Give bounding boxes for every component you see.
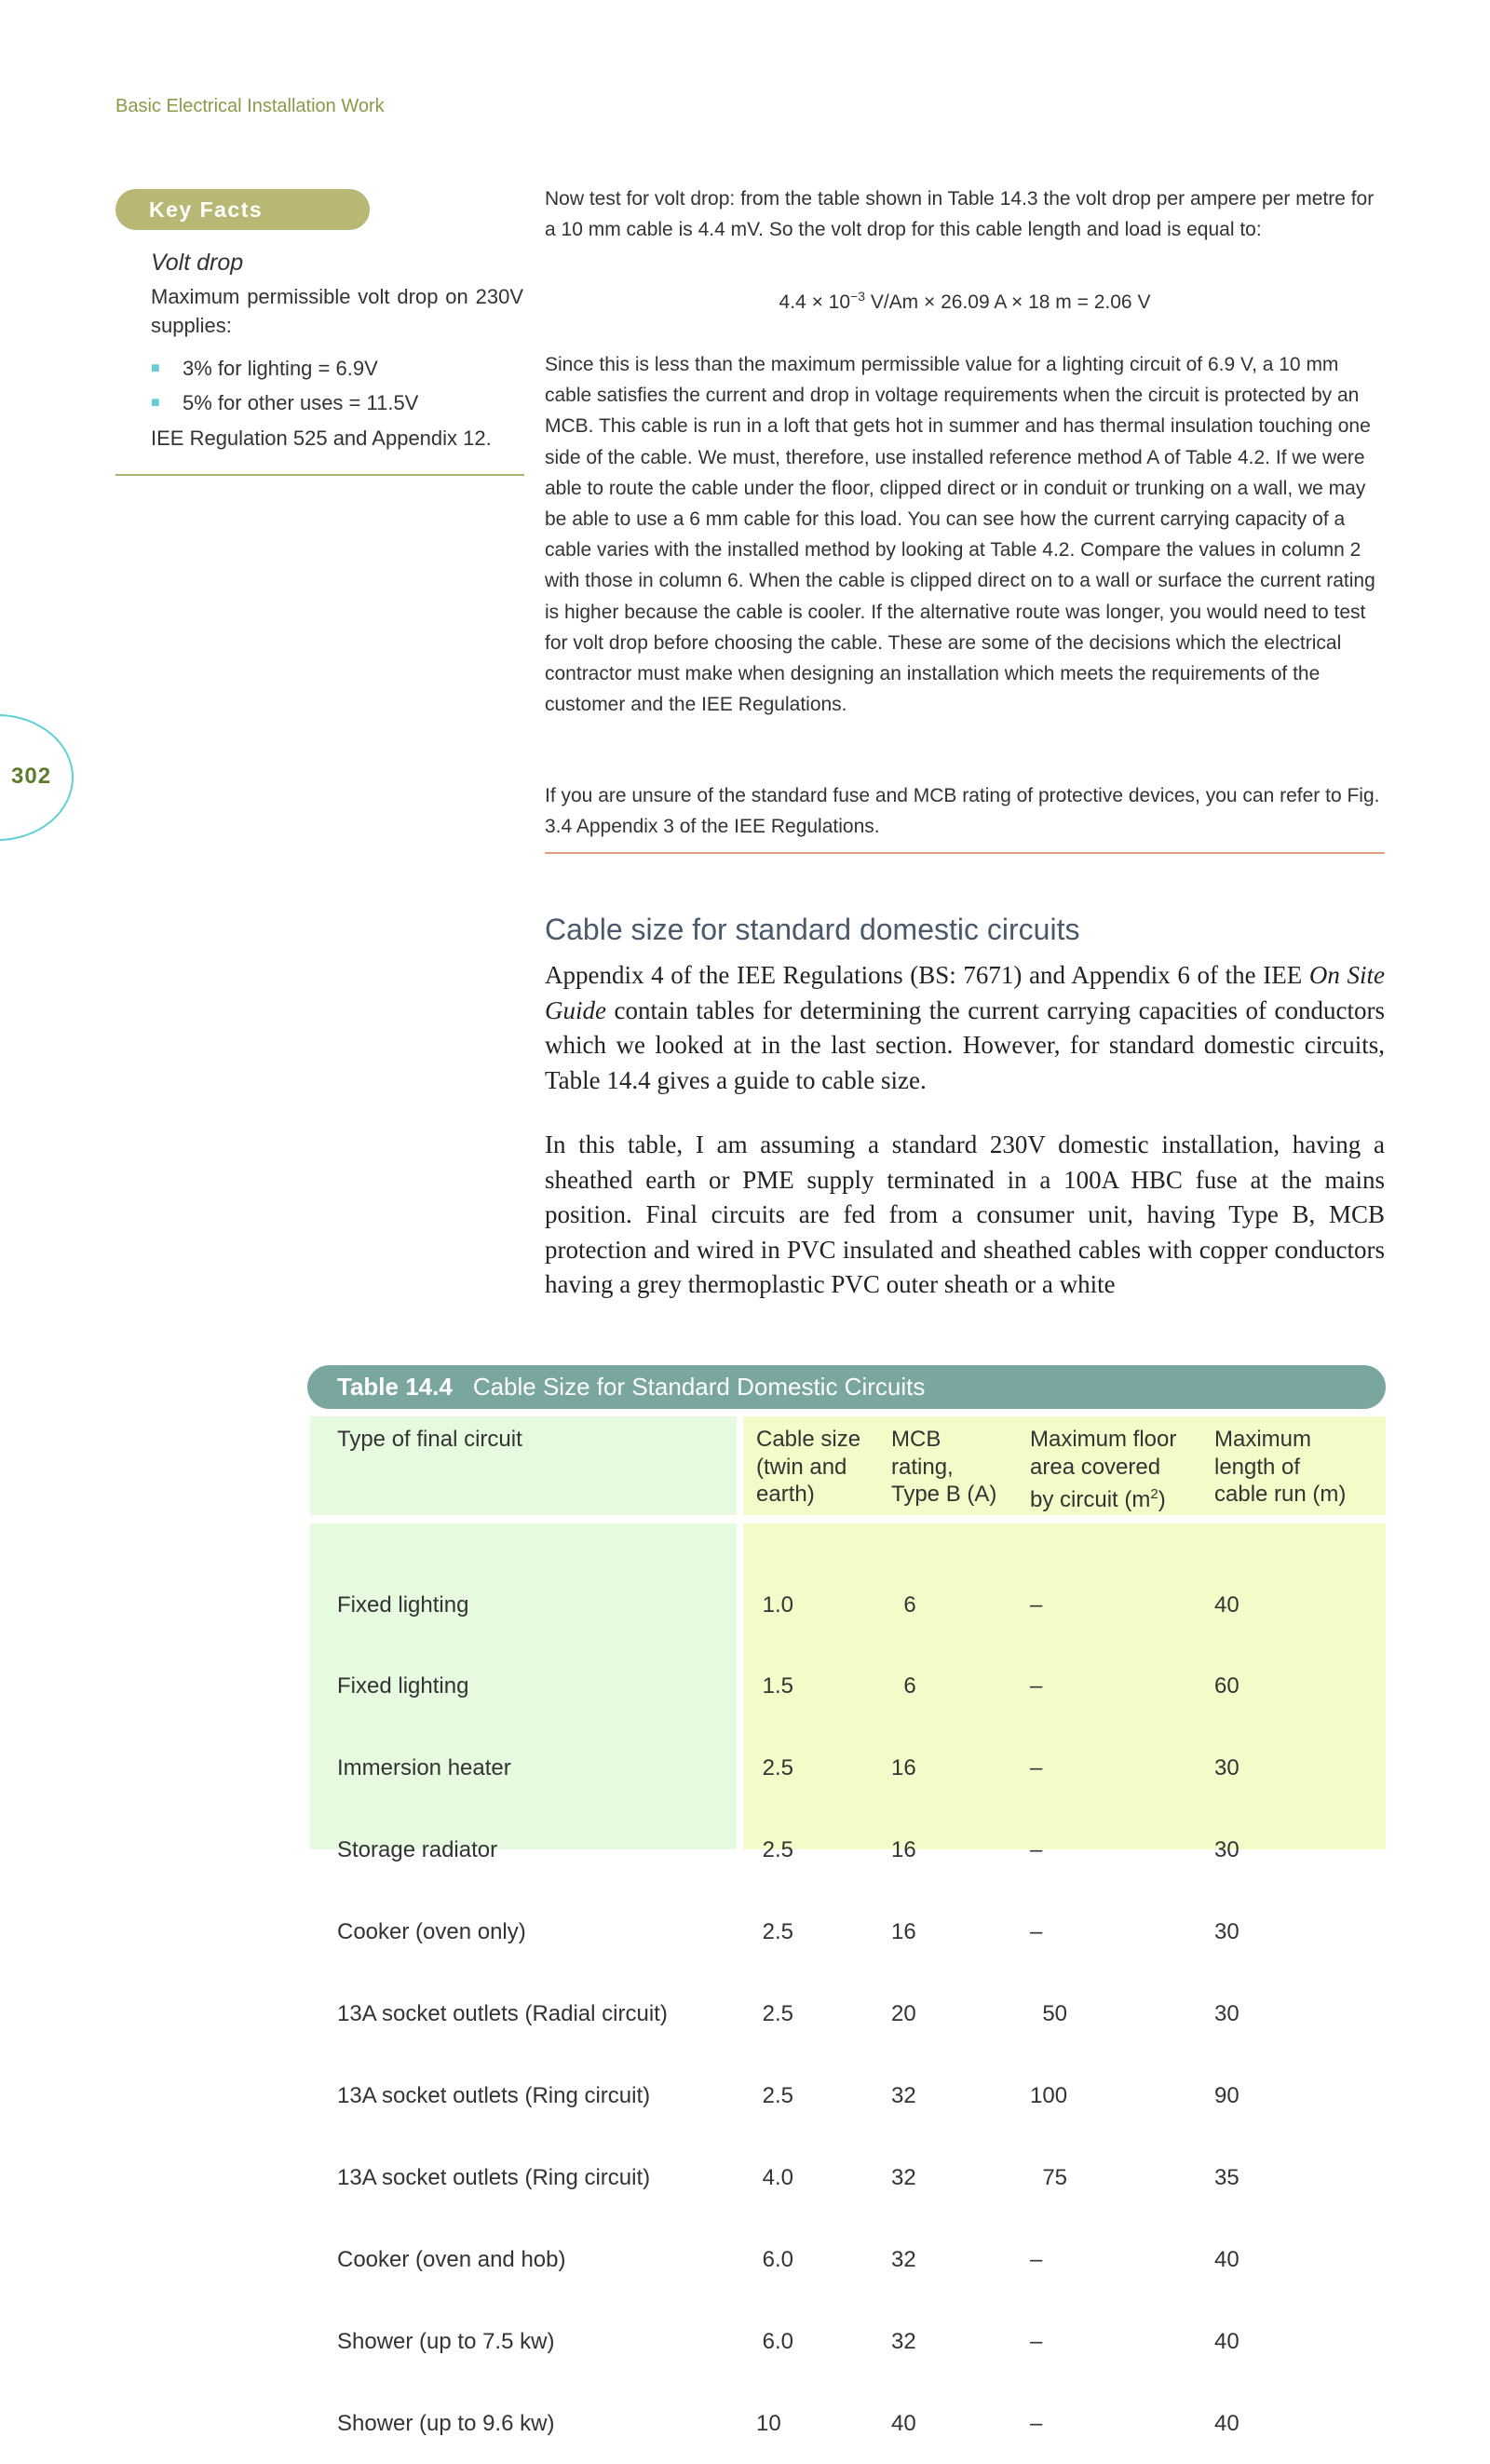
table-cell: 16 (891, 1755, 916, 1781)
paragraph: In this table, I am assuming a standard 230V domestic installation, having a sheathed earth or PME supply terminated in a 100A HBC fuse at the mains position. Final circuits are fed from a consumer unit, having Type B, MCB protection and wired in PVC insulated and sheathed cables with copper conductors having a grey thermoplastic PVC outer sheath or a white (545, 1130, 1385, 1298)
column-circuit (337, 1537, 668, 2464)
table-caption-bar (307, 1365, 1386, 1409)
table-cell: Immersion heater (337, 1755, 511, 1781)
table-cell: 35 (1214, 2164, 1239, 2190)
table-cell: 30 (1214, 2001, 1239, 2027)
header-line: cable run (m) (1214, 1482, 1347, 1507)
key-facts-intro: Maximum permissible volt drop on 230V supplies: (151, 285, 523, 337)
table-cell: 16 (891, 1837, 916, 1863)
table-cell: – (1030, 2246, 1043, 2272)
table-cell: 40 (1214, 1591, 1239, 1618)
header-line: MCB (891, 1427, 941, 1452)
table-cell: 6.0 (756, 2328, 794, 2354)
table-cell: 2.5 (756, 1919, 794, 1945)
table-cell: 2.5 (756, 2082, 794, 2108)
table-cell: 1.5 (756, 1673, 794, 1699)
text-run: Appendix 4 of the IEE Regulations (BS: 7671) and Appendix 6 of the IEE (545, 961, 1309, 989)
header-text: by circuit (m (1030, 1487, 1151, 1512)
key-facts-box (151, 250, 523, 453)
table-cell: 13A socket outlets (Ring circuit) (337, 2164, 651, 2190)
para-cable-satisfies (545, 349, 1385, 720)
table-cell: 13A socket outlets (Ring circuit) (337, 2082, 651, 2108)
table-cell: Fixed lighting (337, 1673, 469, 1699)
table-cell: Storage radiator (337, 1837, 498, 1863)
key-facts-bullet (151, 351, 523, 386)
table-cell: 4.0 (756, 2164, 794, 2190)
header-line: (twin and (756, 1454, 847, 1480)
header-circuit: Type of final circuit (337, 1427, 522, 1452)
key-facts-bullets (151, 351, 523, 420)
table-cell: Cooker (oven only) (337, 1919, 526, 1945)
table-cell: 30 (1214, 1837, 1239, 1863)
table-cell: Fixed lighting (337, 1591, 469, 1618)
section-divider (545, 852, 1385, 854)
running-head: Basic Electrical Installation Work (115, 96, 385, 116)
emphasis-text: On Site Guide (545, 961, 1385, 1024)
key-facts-bullet-text: 5% for other uses = 11.5V (183, 391, 419, 414)
header-line (1030, 1481, 1176, 1514)
column-mcb-rating (891, 1537, 916, 2464)
key-facts-divider (115, 474, 524, 476)
table-cell: Cooker (oven and hob) (337, 2246, 566, 2272)
formula (545, 289, 1385, 314)
section-title: Cable size for standard domestic circuits (545, 913, 1080, 946)
table-cell: 40 (1214, 2328, 1239, 2354)
header-line: Maximum (1214, 1427, 1312, 1452)
table-cell: 32 (891, 2328, 916, 2354)
table-cell: 32 (891, 2082, 916, 2108)
formula-base: 4.4 × 10 (779, 291, 851, 313)
table-cell: – (1030, 1591, 1043, 1618)
table-cell: 60 (1214, 1673, 1239, 1699)
table-cell: – (1030, 2328, 1043, 2354)
header-cable-length (1214, 1426, 1346, 1509)
table-cell: 2.5 (756, 1837, 794, 1863)
key-facts-bullet (151, 386, 523, 420)
header-mcb-rating (891, 1426, 996, 1509)
paragraph: Now test for volt drop: from the table shown in Table 14.3 the volt drop per ampere per metre for a 10 mm cable is 4.4 mV. So the volt drop for this cable length and load is equal to: (545, 188, 1375, 241)
table-cell: – (1030, 2410, 1043, 2436)
table-cell: 40 (1214, 2246, 1239, 2272)
table-cell: 30 (1214, 1919, 1239, 1945)
column-cable-length (1214, 1537, 1239, 2464)
text-run: contain tables for determining the current carrying capacities of conductors which we looked at in the last section. However, for standard domestic circuits, Table 14.4 gives a guide to cable size. (545, 995, 1385, 1094)
table-cell: 10 (756, 2410, 781, 2436)
table-cell: – (1030, 1837, 1043, 1863)
paragraph: If you are unsure of the standard fuse and MCB rating of protective devices, you can refer to Fig. 3.4 Appendix 3 of the IEE Regulations. (545, 785, 1380, 838)
header-line: area covered (1030, 1454, 1161, 1480)
key-facts-subtitle: Volt drop (151, 250, 244, 276)
header-cable-size (756, 1426, 860, 1509)
key-facts-bullet-text: 3% for lighting = 6.9V (183, 357, 378, 380)
header-floor-area (1030, 1426, 1176, 1514)
formula-exponent: −3 (850, 289, 865, 304)
table-cell: 1.0 (756, 1591, 794, 1618)
table-cell: 75 (1030, 2164, 1068, 2190)
key-facts-footer: IEE Regulation 525 and Appendix 12. (151, 426, 492, 450)
table-cell: 32 (891, 2246, 916, 2272)
table-cell: – (1030, 1673, 1043, 1699)
table-cell: 40 (891, 2410, 916, 2436)
column-cable-size (756, 1537, 793, 2464)
table-cell: – (1030, 1919, 1043, 1945)
table-cell: 2.5 (756, 1755, 794, 1781)
key-facts-label: Key Facts (115, 189, 370, 230)
page-number: 302 (11, 764, 52, 789)
table-cell: 6 (891, 1673, 916, 1699)
header-superscript: 2 (1150, 1486, 1158, 1502)
bullet-dot-icon: ■ (151, 395, 160, 411)
paragraph: Since this is less than the maximum permissible value for a lighting circuit of 6.9 V, a 10 mm cable satisfies the current and drop in voltage requirements when the circuit is protected by an MCB. This cable is run in a loft that gets hot in summer and has thermal insulation touching one side of the cable. We must, therefore, use installed reference method A of Table 4.2. If we were able to route the cable under the floor, clipped direct or in conduit or trunking on a wall, we may be able to use a 6 mm cable for this load. You can see how the current carrying capacity of a cable varies with the installed method by looking at Table 4.2. Compare the values in column 2 with those in column 6. When the cable is clipped direct on to a wall or surface the current rating is higher because the cable is cooler. If the alternative route was longer, you would need to test for volt drop before choosing the cable. These are some of the decisions which the electrical contractor must make when designing an installation which meets the requirements of the customer and the IEE Regulations. (545, 354, 1375, 716)
header-line: length of (1214, 1454, 1301, 1480)
formula-rest: V/Am × 26.09 A × 18 m = 2.06 V (865, 291, 1151, 313)
column-floor-area (1030, 1537, 1067, 2464)
table-cell: 13A socket outlets (Radial circuit) (337, 2001, 668, 2027)
para-fuse-rating (545, 780, 1385, 842)
table-cell: 50 (1030, 2001, 1068, 2027)
table-title: Cable Size for Standard Domestic Circuits (472, 1373, 926, 1401)
table-cell: 2.5 (756, 2001, 794, 2027)
para-assumptions (545, 1128, 1385, 1303)
header-line: earth) (756, 1482, 815, 1507)
table-cell: 90 (1214, 2082, 1239, 2108)
table-cell: 16 (891, 1919, 916, 1945)
header-line: Maximum floor (1030, 1427, 1177, 1452)
header-line: rating, (891, 1454, 954, 1480)
header-line: Cable size (756, 1427, 861, 1452)
table-cell: Shower (up to 7.5 kw) (337, 2328, 555, 2354)
header-text: ) (1158, 1487, 1166, 1512)
table-cell: 32 (891, 2164, 916, 2190)
table-cell: 40 (1214, 2410, 1239, 2436)
header-line: Type B (A) (891, 1482, 997, 1507)
table-cell: 20 (891, 2001, 916, 2027)
paragraph (545, 958, 1385, 1098)
para-appendix (545, 958, 1385, 1098)
table-cell: Shower (up to 9.6 kw) (337, 2410, 555, 2436)
para-volt-drop-test (545, 183, 1385, 245)
table-cell: – (1030, 1755, 1043, 1781)
table-cell: 6 (891, 1591, 916, 1618)
bullet-dot-icon: ■ (151, 360, 160, 376)
table-cell: 30 (1214, 1755, 1239, 1781)
table-cell: 6.0 (756, 2246, 794, 2272)
table-cell: 100 (1030, 2082, 1068, 2108)
table-number: Table 14.4 (337, 1373, 453, 1401)
